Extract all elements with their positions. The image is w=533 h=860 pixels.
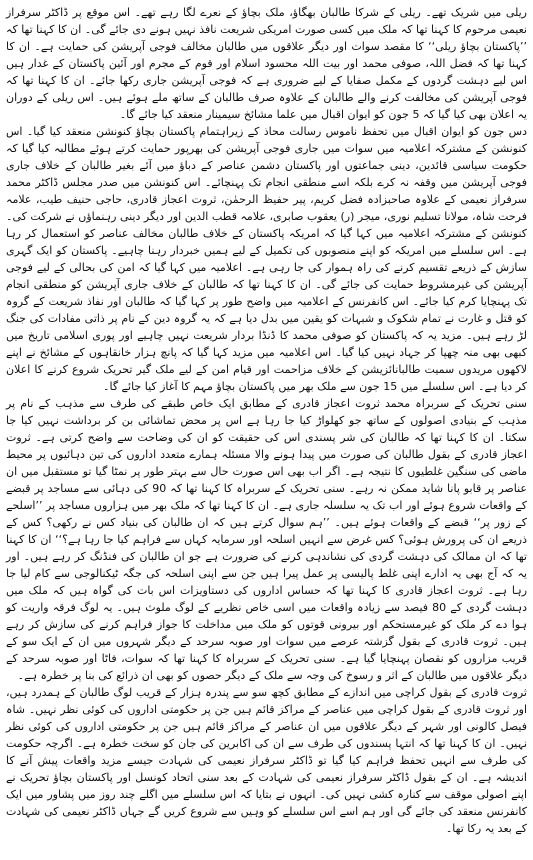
article-paragraph-4: ثروت قادری کے بقول کراچی میں اندازے کے مطابق کچھ سو سے پندرہ ہزار کے قریب لوگ طالبان کے ہمدرد ہیں، اور ثروت قادری کے بقول کراچی میں عناصر کے مراکز قائم ہیں جن پر حکومتی اداروں کی کوئی نظر نہیں۔ شاہ فیصل کالونی اور شہر کے دیگر علاقوں میں ان عناصر کے مراکز قائم ہیں جن پر حکومتی اداروں کی کوئی نظر نہیں۔ ان کا کہنا تھا کہ انتہا پسندوں کی طرف سے ان کی اکابرین کی جان کو سخت خطرہ ہے۔ اگرچہ حکومت کی طرف سے انہیں تحفظ فراہم کیا گیا تو ڈاکٹر سرفراز نعیمی کی شہادت جیسے مزید واقعات پیش آنے کا اندیشہ ہے۔ ان کے بقول ڈاکٹر سرفراز نعیمی کی شہادت کے بعد سنی اتحاد کونسل اور پاکستان بچاؤ تحریک نے اپنے اصولی موقف سے کنارہ کشی نہیں کی۔ انہوں نے بتایا کہ اس سلسلے میں اگلے چند روز میں پشاور میں ایک کانفرنس منعقد کی جائے گی اور ہم اسے اس سلسلے کو وہیں سے شروع کریں گے جہاں ڈاکٹر نعیمی کی شہادت کے بعد یہ رکا تھا۔ — [6, 686, 527, 835]
article-paragraph-2: دس جون کو ایوان اقبال میں تحفظ ناموس رسالت محاذ کے زیراہتمام پاکستان بچاؤ کنونشن منعقد کیا گیا۔ اس کنونشن کے مشترکہ اعلامیہ میں سوات میں جاری فوجی آپریشن کی بھرپور حمایت کرتے ہوئے مطالبہ کیا گیا کہ حکومت سیاسی قائدین، دینی جماعتوں اور پاکستان دشمن عناصر کے دباؤ میں آئے بغیر طالبان کے خلاف جاری فوجی آپریشن میں وقفہ نہ کرے بلکہ اسے منطقی انجام تک پہنچائے۔ اس کنونشن میں صدر مجلس ڈاکٹر محمد سرفراز نعیمی کے علاوہ صاحبزادہ فضل کریم، پیر حفیظ الرحمٰن، ثروت اعجاز قادری، حاجی حنیف طیب، علامہ فرحت شاہ، مولانا تسلیم نوری، میجر (ر) یعقوب صابری، علامہ قطب الدین اور دیگر دینی رہنماؤں نے شرکت کی۔ کنونشن کے مشترکہ اعلامیہ میں کہا گیا کہ امریکہ پاکستان کے خلاف طالبان مخالف عناصر کو استعمال کر رہا ہے۔ اس سلسلے میں امریکہ کو اپنے منصوبوں کی تکمیل کے لیے ہمیں خبردار رہنا چاہیے۔ پاکستان کو ایک گہری سازش کے ذریعے تقسیم کرنے کی راہ ہموار کی جا رہی ہے۔ اعلامیہ میں کہا گیا کہ امن کی بحالی کے لیے فوجی آپریشن کی غیرمشروط حمایت کی جائے گی۔ ان کا کہنا تھا کہ طالبان کے خلاف جاری آپریشن کو منطقی انجام تک پہنچایا کرم کیا جائے۔ اس کانفرنس کے اعلامیہ میں واضح طور پر کہا گیا کہ طالبان اور نفاذ شریعت کے گروہ کو قتل و غارت نے تمام شکوک و شبہات کو یقین میں بدل دیا ہے کہ یہ گروہ دین کے نام پر ذاتی مفادات کی جنگ لڑ رہے ہیں۔ مزید یہ کہ پاکستان کو صوفی محمد کا ڈنڈا بردار شریعت نہیں چاہیے اور پوری اسلامی تاریخ میں کبھی بھی منہ چھپا کر جہاد نہیں کیا گیا۔ اس اعلامیہ میں مزید کہا گیا کہ پانچ ہزار خانقاہوں کے مشائخ نے اپنے لاکھوں مریدوں سمیت طالبانائزیشن کے خلاف مزاحمت اور قیام امن کے لیے ملک گیر تحریک شروع کرنے کا اعلان کر دیا ہے۔ اس سلسلے میں 15 جون سے ملک بھر میں پاکستان بچاؤ مہم کا آغاز کیا جائے گا۔ — [6, 125, 527, 393]
article-paragraph-3: سنی تحریک کے سربراہ محمد ثروت اعجاز قادری کے مطابق ایک خاص طبقے کی طرف سے مذہب کے نام پر مذہب کے بنیادی اصولوں کے ساتھ جو کھلواڑ کیا جا رہا ہے اس پر محض تماشائی بن کر برداشت نہیں کیا جا سکتا۔ ان کا کہنا تھا کہ طالبان کی شر پسندی اس کی حقیقت کو ان کی وضاحت سے واضح کرتی ہے۔ ثروت اعجاز قادری کے بقول طالبان کی صورت میں پیدا ہونے والا مسئلہ ہمارے متعدد اداروں کی تین دہائیوں پر محیط ماضی کی سنگین غلطیوں کا نتیجہ ہے۔ اگر اب بھی اس صورت حال سے بہتر طور پر نمٹا گیا تو مستقبل میں ان عناصر پر قابو پانا شاید ممکن نہ رہے۔ سنی تحریک کے سربراہ کا کہنا تھا کہ 90 کی دہائی سے مساجد پر قبضے کے واقعات شروع ہوئے اور اب تک یہ سلسلہ جاری ہے۔ ان کا کہنا تھا کہ ملک بھر میں ہزاروں مساجد پر ’’اسلحے کے زور پر‘‘ قبضے کے واقعات ہوئے ہیں۔ ’’ہم سوال کرتے ہیں کہ ان طالبان کی بنیاد کس نے رکھی؟ کس کے ذریعے ان کی پرورش ہوئی؟ کس غرض سے انہیں اسلحہ اور سرمایہ کہاں سے فراہم کیا جا رہا ہے؟‘‘ ان کا کہنا تھا کہ ان ممالک کی دہشت گردی کی نشاندہی کرنے کی ضرورت ہے جو ان طالبان کی فنڈنگ کر رہے ہیں۔ اور یہ کہ آج بھی یہ ادارے اپنی غلط پالیسی پر عمل پیرا ہیں جن سے اپنی اسلحہ کی جگہ ٹیکنالوجی سے کام لیا جا رہا ہے۔ ثروت اعجاز قادری کا کہنا تھا کہ حساس اداروں کی دستاویزات اس بات کی گواہ ہیں کہ ملک میں دہشت گردی کے 80 فیصد سے زیادہ واقعات میں اسی خاص نظریے کے لوگ ملوث ہیں۔ یہ لوگ فرقہ واریت کو ہوا دے کر ملک کو غیرمستحکم اور بیرونی قوتوں کو ملک میں مداخلت کا جواز فراہم کرنے کی سازش کر رہے ہیں۔ ثروت قادری کے بقول گزشتہ عرصے میں سوات اور صوبہ سرحد کے دیگر شہروں میں ان کے ایک سو کے قریب مزاروں کو نقصان پہنچایا گیا ہے۔ سنی تحریک کے سربراہ کا کہنا تھا کہ سوات، فاٹا اور صوبہ سرحد کے دیگر علاقوں میں طالبان کے اثر و رسوخ کی وجہ سے ملک کے دیگر حصوں کو بھی ان ذرائع کی بنا پر خطرہ ہے۔ — [6, 397, 527, 682]
article-paragraph-1: ریلی میں شریک تھے۔ ریلی کے شرکا طالبان بھگاؤ، ملک بچاؤ کے نعرے لگا رہے تھے۔ اس موقع پر ڈاکٹر سرفراز نعیمی مرحوم کا کہنا تھا کہ ملک میں کسی صورت امریکی شریعت نافذ نہیں ہونے دی جائے گی۔ ان کا کہنا تھا کہ ’’پاکستان بچاؤ ریلی‘‘ کا مقصد سوات اور دیگر علاقوں میں طالبان مخالف فوجی آپریشن کی حمایت ہے۔ ان کا کہنا تھا کہ فضل اللہ، صوفی محمد اور بیت اللہ محسود اسلام اور قوم کے مجرم اور آئین پاکستان کے غدار ہیں اس لیے دہشت گردوں کے مکمل صفایا کے لیے ضروری ہے کہ فوجی آپریشن جاری رکھا جائے۔ ان کا کہنا تھا کہ فوجی آپریشن کی مخالفت کرنے والے طالبان کے علاوہ صرف طالبان کے ساتھ ملے ہوئے ہیں۔ اس ریلی کے دوران یہ اعلان بھی کیا گیا کہ 5 جون کو ایوان اقبال میں علما مشائخ سیمینار منعقد کیا جائے گا۔ — [6, 6, 527, 121]
